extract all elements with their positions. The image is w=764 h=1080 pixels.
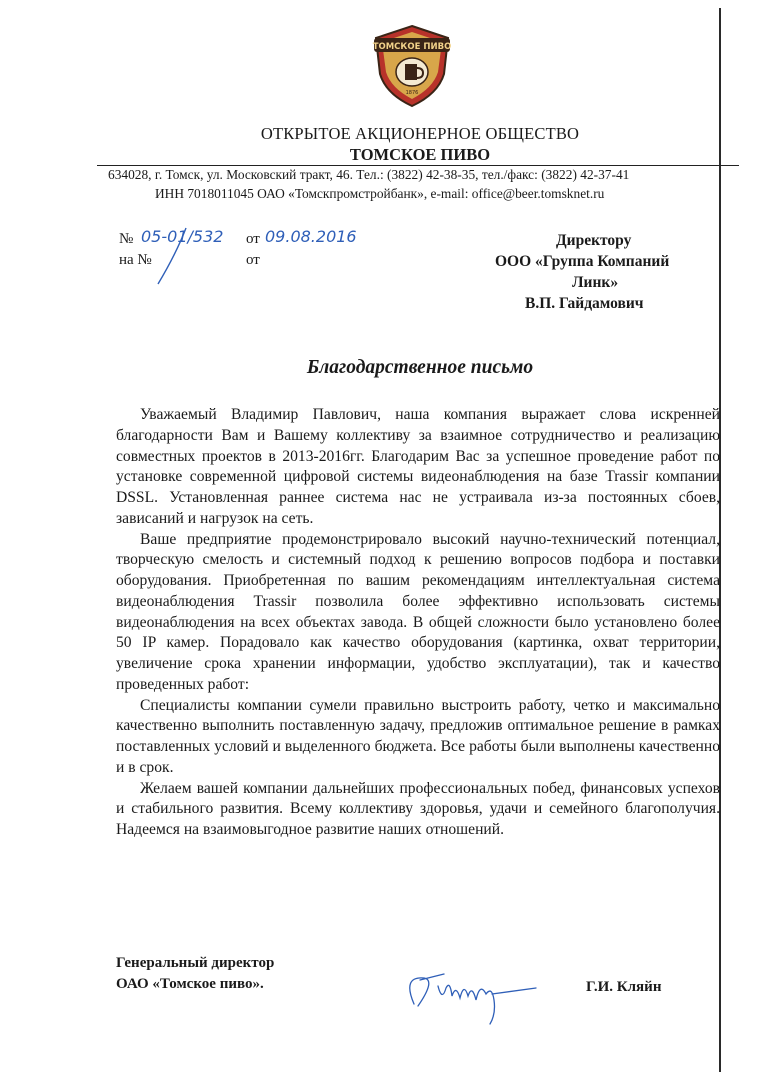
logo-text: ТОМСКОЕ ПИВО (372, 42, 452, 52)
addressee-line-2: ООО «Группа Компаний (495, 253, 670, 270)
addressee-line-4: В.П. Гайдамович (525, 295, 644, 312)
addressee-line-1: Директору (556, 232, 632, 249)
letter-body (116, 405, 720, 841)
bank-line: ИНН 7018011045 ОАО «Томскпромстройбанк», e-mail: office@beer.tomsknet.ru (155, 186, 605, 201)
handwritten-slash-mark (148, 226, 192, 286)
paragraph-4: Желаем вашей компании дальнейших профессиональных побед, финансовых успехов и стабильного развития. Всему коллективу здоровья, удачи и семейного благополучия. Надеемся на взаимовыгодное развитие наших отношений. (116, 779, 720, 838)
paragraph-1: Уважаемый Владимир Павлович, наша компания выражает слова искренней благодарности Вам и Вашему коллективу за взаимное сотрудничество и реализацию совместных проектов в 2013-2016гг. Благодарим Вас за успешное проведение работ по установке современной цифровой системы видеонаблюдения на базе Trassir компании DSSL. Установленная раннее система нас не устраивала из-за постоянных сбоев, зависаний и нагрузок на сеть. (116, 406, 720, 527)
org-name: ТОМСКОЕ ПИВО (349, 145, 491, 164)
tomskoe-pivo-logo (368, 24, 456, 108)
letter-title: Благодарственное письмо (306, 357, 534, 378)
ref-number-label: № (119, 231, 134, 247)
logo-year: 1876 (405, 90, 419, 96)
address-line: 634028, г. Томск, ул. Московский тракт, 46. Тел.: (3822) 42-38-35, тел./факс: (3822) 42-37-41 (108, 167, 630, 182)
ref-incoming-label: на № (119, 252, 152, 268)
signatory-title-1: Генеральный директор (116, 955, 275, 971)
ref-number-value: 05-01/532 (141, 227, 224, 246)
ref-date-value: 09.08.2016 (265, 227, 357, 246)
ref-incoming-date-label: от (246, 252, 260, 268)
handwritten-signature (396, 966, 546, 1028)
signatory-name: Г.И. Кляйн (586, 979, 662, 995)
addressee-line-3: Линк» (572, 274, 619, 291)
header-divider (97, 165, 739, 166)
paragraph-3: Специалисты компании сумели правильно выстроить работу, четко и максимально качественно выполнить поставленную задачу, предложив оптимальное решение в рамках поставленных условий и выделенного бюджета. Все работы были выполнены качественно и в срок. (116, 696, 720, 776)
signatory-title-2: ОАО «Томское пиво». (116, 976, 264, 992)
org-type: ОТКРЫТОЕ АКЦИОНЕРНОЕ ОБЩЕСТВО (260, 124, 580, 143)
ref-date-label: от (246, 231, 260, 247)
paragraph-2: Ваше предприятие продемонстрировало высокий научно-технический потенциал, творческую смелость и системный подход к решению вопросов подбора и поставки оборудования. Приобретенная по вашим рекомендациям интеллектуальная система видеонаблюдения Trassir позволила более эффективно использовать системы видеонаблюдения на всех объектах завода. В общей сложности было установлено более 50 IP камер. Порадовало как качество оборудования (картинка, охват территории, увеличение срока хранении информации, удобство эксплуатации), так и качество проведенных работ: (116, 530, 720, 693)
